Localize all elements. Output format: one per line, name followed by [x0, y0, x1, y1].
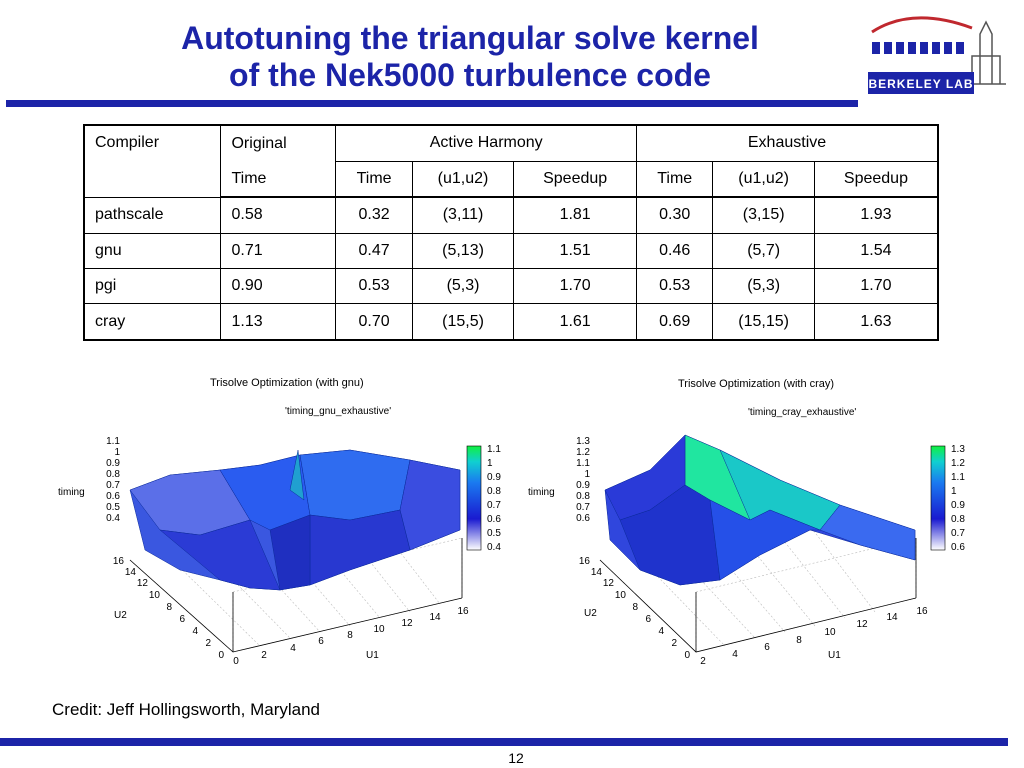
gnu-plot-key: 'timing_gnu_exhaustive' [285, 406, 392, 417]
title-line-1: Autotuning the triangular solve kernel [181, 20, 759, 56]
cray-y-label: U2 [584, 608, 597, 619]
svg-text:2: 2 [261, 650, 267, 661]
svg-text:8: 8 [632, 602, 638, 613]
cell-ex-u: (15,15) [713, 304, 814, 340]
cell-ah-speedup: 1.70 [514, 268, 637, 303]
gnu-x-ticks [233, 606, 469, 667]
svg-text:14: 14 [429, 612, 441, 623]
cell-ex-u: (5,3) [713, 268, 814, 303]
header-ex-time: Time [637, 161, 713, 197]
header-ex-speedup: Speedup [814, 161, 938, 197]
svg-text:12: 12 [602, 578, 614, 589]
svg-text:0.5: 0.5 [106, 502, 120, 513]
cray-plot-key: 'timing_cray_exhaustive' [748, 407, 857, 418]
svg-text:1.3: 1.3 [576, 436, 590, 447]
cell-original-time: 0.90 [221, 268, 336, 303]
gnu-plot-title: Trisolve Optimization (with gnu) [210, 377, 364, 389]
svg-text:1: 1 [114, 447, 120, 458]
header-ah-time: Time [336, 161, 412, 197]
cell-ah-time: 0.53 [336, 268, 412, 303]
svg-text:14: 14 [124, 567, 136, 578]
svg-text:1.1: 1.1 [487, 444, 501, 455]
cell-original-time: 0.58 [221, 197, 336, 233]
gnu-y-label: U2 [114, 610, 127, 621]
cell-ah-u: (5,13) [412, 233, 513, 268]
cell-ah-u: (3,11) [412, 197, 513, 233]
svg-text:16: 16 [457, 606, 469, 617]
header-original: Original [221, 125, 336, 161]
cell-original-time: 0.71 [221, 233, 336, 268]
svg-text:0.8: 0.8 [487, 486, 501, 497]
cell-ex-time: 0.69 [637, 304, 713, 340]
gnu-colorbar-ticks [487, 444, 501, 553]
cray-z-ticks [576, 436, 590, 524]
top-divider [6, 100, 858, 107]
cray-surface [605, 435, 915, 585]
svg-text:0.8: 0.8 [576, 491, 590, 502]
svg-text:12: 12 [401, 618, 413, 629]
svg-text:16: 16 [916, 606, 928, 617]
svg-text:0: 0 [684, 650, 690, 661]
svg-text:0: 0 [233, 656, 239, 667]
cray-colorbar-ticks [951, 444, 965, 553]
title-line-2: of the Nek5000 turbulence code [229, 57, 711, 93]
cell-ex-u: (5,7) [713, 233, 814, 268]
svg-text:0.7: 0.7 [951, 528, 965, 539]
svg-text:8: 8 [347, 630, 353, 641]
svg-text:0.6: 0.6 [951, 542, 965, 553]
cray-z-label: timing [528, 487, 555, 498]
svg-text:1: 1 [584, 469, 590, 480]
gnu-surface [130, 450, 460, 590]
header-exhaustive: Exhaustive [637, 125, 938, 161]
svg-text:0.7: 0.7 [576, 502, 590, 513]
svg-text:2: 2 [700, 656, 706, 667]
svg-text:0.9: 0.9 [106, 458, 120, 469]
credit-text: Credit: Jeff Hollingsworth, Maryland [52, 700, 321, 719]
svg-text:1.1: 1.1 [106, 436, 120, 447]
svg-text:1.2: 1.2 [951, 458, 965, 469]
svg-text:12: 12 [136, 578, 148, 589]
cell-original-time: 1.13 [221, 304, 336, 340]
svg-text:1.2: 1.2 [576, 447, 590, 458]
svg-text:10: 10 [373, 624, 385, 635]
cell-ah-time: 0.32 [336, 197, 412, 233]
svg-text:16: 16 [578, 556, 590, 567]
page-number: 12 [508, 750, 524, 766]
svg-text:0.4: 0.4 [487, 542, 501, 553]
svg-text:1: 1 [951, 486, 957, 497]
cell-ex-u: (3,15) [713, 197, 814, 233]
svg-text:0.7: 0.7 [106, 480, 120, 491]
header-compiler: Compiler [84, 125, 221, 197]
svg-text:2: 2 [671, 638, 677, 649]
svg-text:4: 4 [732, 649, 738, 660]
header-ah-u: (u1,u2) [412, 161, 513, 197]
svg-text:6: 6 [179, 614, 185, 625]
svg-text:0.8: 0.8 [951, 514, 965, 525]
header-ah-speedup: Speedup [514, 161, 637, 197]
cell-ex-time: 0.53 [637, 268, 713, 303]
svg-text:10: 10 [824, 627, 836, 638]
cell-compiler: gnu [84, 233, 221, 268]
svg-text:16: 16 [112, 556, 124, 567]
cell-ah-time: 0.70 [336, 304, 412, 340]
table-row [84, 197, 938, 233]
table-header-row-1 [84, 125, 938, 161]
gnu-z-label: timing [58, 487, 85, 498]
results-table [83, 124, 939, 341]
svg-text:8: 8 [796, 635, 802, 646]
cell-ex-time: 0.46 [637, 233, 713, 268]
svg-text:14: 14 [590, 567, 602, 578]
cray-plot-title: Trisolve Optimization (with cray) [678, 378, 835, 390]
table-row [84, 233, 938, 268]
cell-ah-u: (5,3) [412, 268, 513, 303]
table-row [84, 268, 938, 303]
svg-text:6: 6 [764, 642, 770, 653]
svg-text:0.6: 0.6 [487, 514, 501, 525]
svg-text:12: 12 [856, 619, 868, 630]
cell-ah-u: (15,5) [412, 304, 513, 340]
svg-text:0.9: 0.9 [487, 472, 501, 483]
gnu-surface-plot [50, 370, 510, 670]
gnu-z-ticks [106, 436, 120, 524]
table-row [84, 304, 938, 340]
svg-text:6: 6 [318, 636, 324, 647]
cell-ex-speedup: 1.93 [814, 197, 938, 233]
cell-compiler: cray [84, 304, 221, 340]
svg-text:0.6: 0.6 [106, 491, 120, 502]
svg-text:1.1: 1.1 [951, 472, 965, 483]
svg-text:BERKELEY LAB: BERKELEY LAB [868, 77, 974, 91]
bottom-divider [0, 738, 1008, 746]
header-orig-time: Time [221, 161, 336, 197]
berkeley-lab-logo [862, 6, 1010, 98]
svg-text:0.9: 0.9 [576, 480, 590, 491]
cell-ah-speedup: 1.61 [514, 304, 637, 340]
svg-text:0: 0 [218, 650, 224, 661]
svg-text:0.9: 0.9 [951, 500, 965, 511]
gnu-colorbar [467, 446, 481, 550]
cell-compiler: pathscale [84, 197, 221, 233]
cell-ah-speedup: 1.81 [514, 197, 637, 233]
svg-text:10: 10 [614, 590, 626, 601]
svg-text:0.4: 0.4 [106, 513, 120, 524]
cray-colorbar [931, 446, 945, 550]
svg-text:4: 4 [658, 626, 664, 637]
slide-title [100, 20, 840, 94]
cell-ex-speedup: 1.54 [814, 233, 938, 268]
svg-text:8: 8 [166, 602, 172, 613]
svg-text:0.8: 0.8 [106, 469, 120, 480]
gnu-x-label: U1 [366, 650, 379, 661]
header-active-harmony: Active Harmony [336, 125, 637, 161]
svg-text:4: 4 [192, 626, 198, 637]
svg-text:0.6: 0.6 [576, 513, 590, 524]
svg-text:0.5: 0.5 [487, 528, 501, 539]
svg-text:1.1: 1.1 [576, 458, 590, 469]
svg-text:1.3: 1.3 [951, 444, 965, 455]
svg-text:14: 14 [886, 612, 898, 623]
cell-compiler: pgi [84, 268, 221, 303]
svg-text:1: 1 [487, 458, 493, 469]
svg-text:10: 10 [148, 590, 160, 601]
cell-ex-time: 0.30 [637, 197, 713, 233]
cray-surface-plot [520, 370, 1000, 670]
svg-text:4: 4 [290, 643, 296, 654]
svg-text:6: 6 [645, 614, 651, 625]
cray-x-label: U1 [828, 650, 841, 661]
cray-x-ticks [700, 606, 928, 667]
cell-ah-time: 0.47 [336, 233, 412, 268]
cell-ah-speedup: 1.51 [514, 233, 637, 268]
cell-ex-speedup: 1.70 [814, 268, 938, 303]
cell-ex-speedup: 1.63 [814, 304, 938, 340]
header-ex-u: (u1,u2) [713, 161, 814, 197]
svg-text:0.7: 0.7 [487, 500, 501, 511]
svg-text:2: 2 [205, 638, 211, 649]
